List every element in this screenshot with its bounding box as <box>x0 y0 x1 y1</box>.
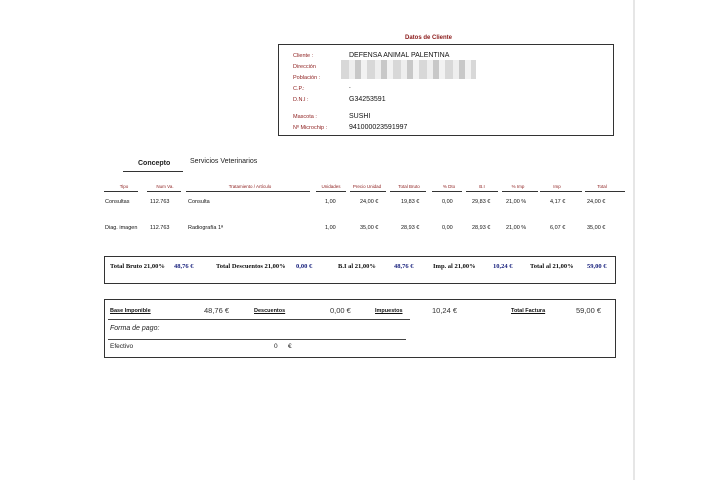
base-imponible-value: 48,76 € <box>204 306 230 315</box>
table-cell: 28,93 € <box>401 225 420 231</box>
header-imp-pct: % Imp <box>511 184 525 189</box>
summary-divider <box>108 319 410 320</box>
table-cell: 4,17 € <box>550 199 566 205</box>
tab-servicios[interactable]: Servicios Veterinarios <box>190 158 258 165</box>
forma-de-pago-label: Forma de pago: <box>110 325 160 332</box>
table-cell: 24,00 € <box>360 199 379 205</box>
header-rule <box>502 191 538 192</box>
total-descuentos-label: Total Descuentos 21,00% <box>216 263 286 270</box>
table-cell: 35,00 € <box>587 225 606 231</box>
table-cell: Consulta <box>188 199 210 205</box>
client-data-title: Datos de Cliente <box>405 35 453 41</box>
value-mascota: SUSHI <box>349 113 371 120</box>
table-cell: 0,00 <box>442 199 453 205</box>
header-precio: Precio Unidad <box>352 184 382 189</box>
impuestos-label: Impuestos <box>375 308 403 314</box>
payment-divider <box>108 339 406 340</box>
table-cell: 112.763 <box>150 199 170 205</box>
table-cell: 0,00 <box>442 225 453 231</box>
header-dto: % Dto <box>442 184 456 189</box>
header-num: Num Va. <box>156 184 174 189</box>
table-cell: 21,00 % <box>506 225 527 231</box>
table-cell: 29,83 € <box>472 199 491 205</box>
header-rule <box>186 191 310 192</box>
header-tratamiento: Tratamiento / Artículo <box>228 184 272 189</box>
header-rule <box>432 191 462 192</box>
header-bi: B.I <box>479 184 485 189</box>
label-dni: D.N.I : <box>293 97 309 103</box>
table-cell: 112.763 <box>150 225 170 231</box>
totals-box <box>104 256 616 284</box>
impuestos-value: 10,24 € <box>432 306 458 315</box>
total-descuentos-value: 0,00 € <box>296 263 313 270</box>
payment-method: Efectivo <box>110 343 134 350</box>
imp-label: Imp. al 21,00% <box>433 263 476 270</box>
total-factura-value: 59,00 € <box>576 306 602 315</box>
header-total: Total <box>597 184 607 189</box>
table-cell: 24,00 € <box>587 199 606 205</box>
bi-label: B.I al 21,00% <box>338 263 376 270</box>
page-edge <box>633 0 635 480</box>
base-imponible-label: Base Imponible <box>110 308 151 314</box>
total-bruto-label: Total Bruto 21,00% <box>110 263 165 270</box>
table-cell: 1,00 <box>325 199 336 205</box>
header-rule <box>466 191 498 192</box>
label-mascota: Mascota : <box>293 114 317 120</box>
table-cell: 35,00 € <box>360 225 379 231</box>
value-dni: G34253591 <box>349 96 386 103</box>
table-cell: 21,00 % <box>506 199 527 205</box>
value-cliente: DEFENSA ANIMAL PALENTINA <box>349 52 450 59</box>
total-value: 59,00 € <box>587 263 607 270</box>
tab-underline <box>123 171 183 172</box>
table-cell: 6,07 € <box>550 225 566 231</box>
tab-concepto[interactable]: Concepto <box>138 160 171 167</box>
header-imp: Imp <box>553 184 561 189</box>
header-rule <box>350 191 386 192</box>
header-rule <box>104 191 138 192</box>
descuentos-value: 0,00 € <box>330 306 351 315</box>
label-poblacion: Población : <box>293 75 321 81</box>
table-cell: 19,83 € <box>401 199 420 205</box>
header-unidades: Unidades <box>321 184 341 189</box>
table-cell: Diag. imagen <box>105 225 138 231</box>
header-rule <box>585 191 625 192</box>
value-microchip: 941000023591997 <box>349 124 408 131</box>
payment-currency: € <box>288 343 292 350</box>
label-microchip: Nº Microchip : <box>293 125 328 131</box>
client-data-box <box>278 44 614 136</box>
table-cell: 1,00 <box>325 225 336 231</box>
header-rule <box>147 191 181 192</box>
imp-value: 10,24 € <box>493 263 513 270</box>
total-label: Total al 21,00% <box>530 263 574 270</box>
header-rule <box>390 191 426 192</box>
header-tipo: Tipo <box>119 184 129 189</box>
header-rule <box>316 191 346 192</box>
table-cell: 28,93 € <box>472 225 491 231</box>
table-cell: Radiografía 1ª <box>188 225 224 231</box>
total-factura-label: Total Factura <box>511 308 546 314</box>
bi-value: 48,76 € <box>394 263 414 270</box>
label-cp: C.P.: <box>293 86 305 92</box>
header-rule <box>540 191 582 192</box>
table-cell: Consultas <box>105 199 130 205</box>
total-bruto-value: 48,76 € <box>174 263 194 270</box>
label-cliente: Cliente : <box>293 53 314 59</box>
redacted-address <box>341 60 476 79</box>
descuentos-label: Descuentos <box>254 308 286 314</box>
payment-amount: 0 <box>274 343 278 350</box>
label-direccion: Dirección <box>293 64 316 70</box>
value-cp: - <box>349 85 351 91</box>
header-bruto: Total Bruto <box>398 184 420 189</box>
